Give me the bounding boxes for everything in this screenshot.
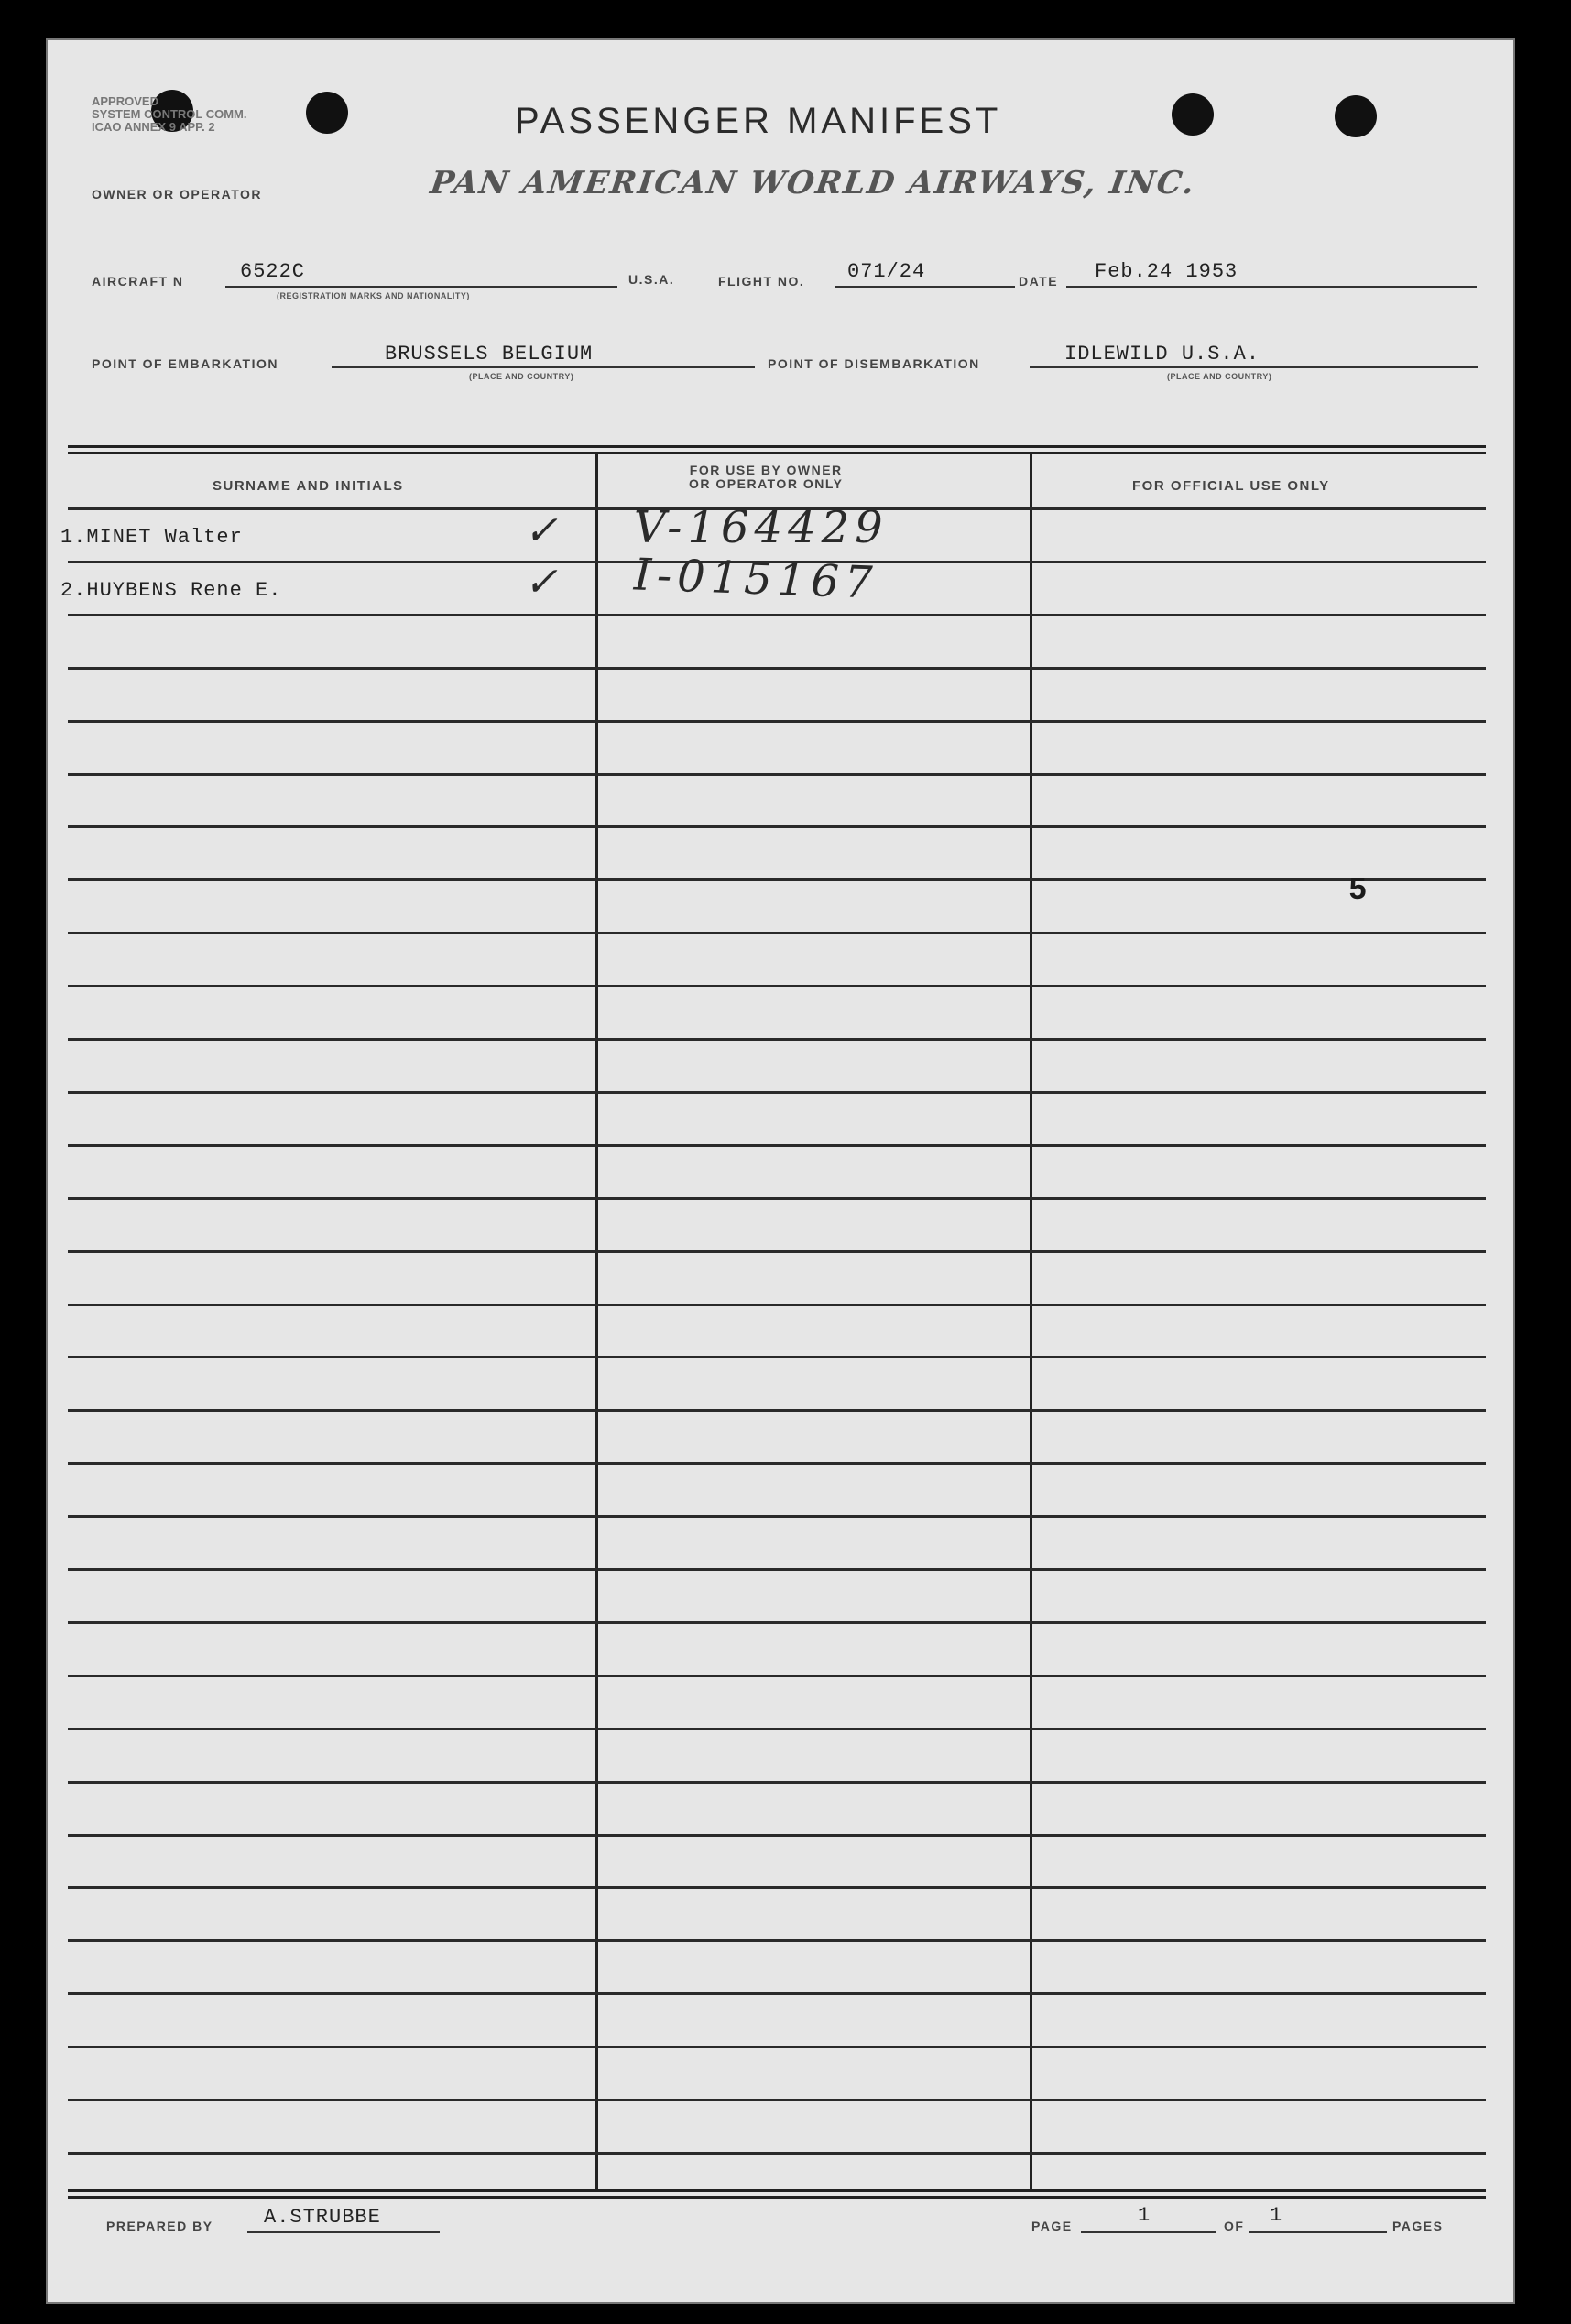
embark-sublabel: (PLACE AND COUNTRY)	[469, 372, 574, 381]
page-title: PASSENGER MANIFEST	[515, 101, 1002, 141]
owner-number: I-015167	[633, 549, 879, 609]
table-row-line	[68, 878, 1486, 881]
owner-number: V-164429	[634, 502, 889, 553]
table-row-line	[68, 1781, 1486, 1784]
passenger-name: 1.MINET Walter	[60, 526, 243, 549]
aircraft-label: AIRCRAFT N	[92, 274, 184, 289]
table-row-line	[68, 2046, 1486, 2048]
table-row-line	[68, 1675, 1486, 1677]
table-row-line	[68, 2152, 1486, 2155]
table-row-line	[68, 825, 1486, 828]
table-row-line	[68, 1356, 1486, 1358]
table-row-line	[68, 1992, 1486, 1995]
disembark-underline	[1030, 366, 1478, 368]
table-row-line	[68, 1304, 1486, 1306]
page-value: 1	[1138, 2204, 1151, 2227]
table-bottom-rule	[68, 2196, 1486, 2199]
column-divider	[595, 454, 598, 2189]
punch-hole	[306, 92, 348, 134]
flight-value: 071/24	[847, 260, 926, 283]
column-divider	[1030, 454, 1032, 2189]
table-row-line	[68, 2099, 1486, 2101]
table-row-line	[68, 932, 1486, 934]
page-underline	[1081, 2231, 1216, 2233]
punch-hole	[1335, 95, 1377, 137]
flight-underline	[835, 286, 1015, 288]
table-row-line	[68, 720, 1486, 723]
prepared-underline	[247, 2231, 440, 2233]
table-row-line	[68, 667, 1486, 670]
table-row-line	[68, 1091, 1486, 1094]
table-row-line	[68, 1144, 1486, 1147]
prepared-value: A.STRUBBE	[264, 2206, 381, 2229]
column-header-official: FOR OFFICIAL USE ONLY	[1132, 478, 1330, 494]
table-row-line	[68, 1568, 1486, 1571]
table-row-line	[68, 1728, 1486, 1730]
table-row-line	[68, 1834, 1486, 1837]
embark-label: POINT OF EMBARKATION	[92, 356, 278, 371]
of-label: OF	[1224, 2219, 1245, 2233]
column-header-owner: FOR USE BY OWNER OR OPERATOR ONLY	[689, 463, 844, 491]
check-mark: ✓	[524, 507, 558, 554]
aircraft-sublabel: (REGISTRATION MARKS AND NATIONALITY)	[277, 291, 470, 300]
check-mark: ✓	[524, 559, 558, 606]
table-row-line	[68, 614, 1486, 616]
prepared-label: PREPARED BY	[106, 2219, 213, 2233]
owner-value: PAN AMERICAN WORLD AIRWAYS, INC.	[428, 165, 1198, 202]
date-underline	[1066, 286, 1477, 288]
aircraft-underline	[225, 286, 617, 288]
table-row-line	[68, 1939, 1486, 1942]
nationality-label: U.S.A.	[628, 272, 675, 287]
of-value: 1	[1270, 2204, 1283, 2227]
disembark-label: POINT OF DISEMBARKATION	[768, 356, 980, 371]
table-row-line	[68, 1621, 1486, 1624]
embark-underline	[332, 366, 755, 368]
punch-hole	[1172, 93, 1214, 136]
flight-label: FLIGHT NO.	[718, 274, 805, 289]
table-top-rule	[68, 445, 1486, 448]
manifest-sheet	[46, 38, 1515, 2304]
page-label: PAGE	[1031, 2219, 1073, 2233]
date-label: DATE	[1019, 274, 1059, 289]
aircraft-value: 6522C	[240, 260, 306, 283]
table-row-line	[68, 1409, 1486, 1412]
table-row-line	[68, 985, 1486, 987]
approval-stamp: APPROVED SYSTEM CONTROL COMM. ICAO ANNEX 9 APP. 2	[92, 94, 247, 134]
table-top-rule	[68, 452, 1486, 454]
column-header-surname: SURNAME AND INITIALS	[213, 478, 404, 494]
of-underline	[1249, 2231, 1387, 2233]
table-row-line	[68, 1197, 1486, 1200]
table-row-line	[68, 773, 1486, 776]
passenger-name: 2.HUYBENS Rene E.	[60, 579, 282, 602]
table-row-line	[68, 1886, 1486, 1889]
embark-value: BRUSSELS BELGIUM	[385, 343, 594, 366]
owner-label: OWNER OR OPERATOR	[92, 187, 262, 202]
margin-note: 5	[1348, 874, 1368, 909]
date-value: Feb.24 1953	[1095, 260, 1238, 283]
table-row-line	[68, 1038, 1486, 1041]
disembark-value: IDLEWILD U.S.A.	[1064, 343, 1260, 366]
table-bottom-rule	[68, 2189, 1486, 2192]
table-row-line	[68, 1462, 1486, 1465]
pages-label: PAGES	[1392, 2219, 1444, 2233]
disembark-sublabel: (PLACE AND COUNTRY)	[1167, 372, 1272, 381]
table-row-line	[68, 1515, 1486, 1518]
table-row-line	[68, 1250, 1486, 1253]
